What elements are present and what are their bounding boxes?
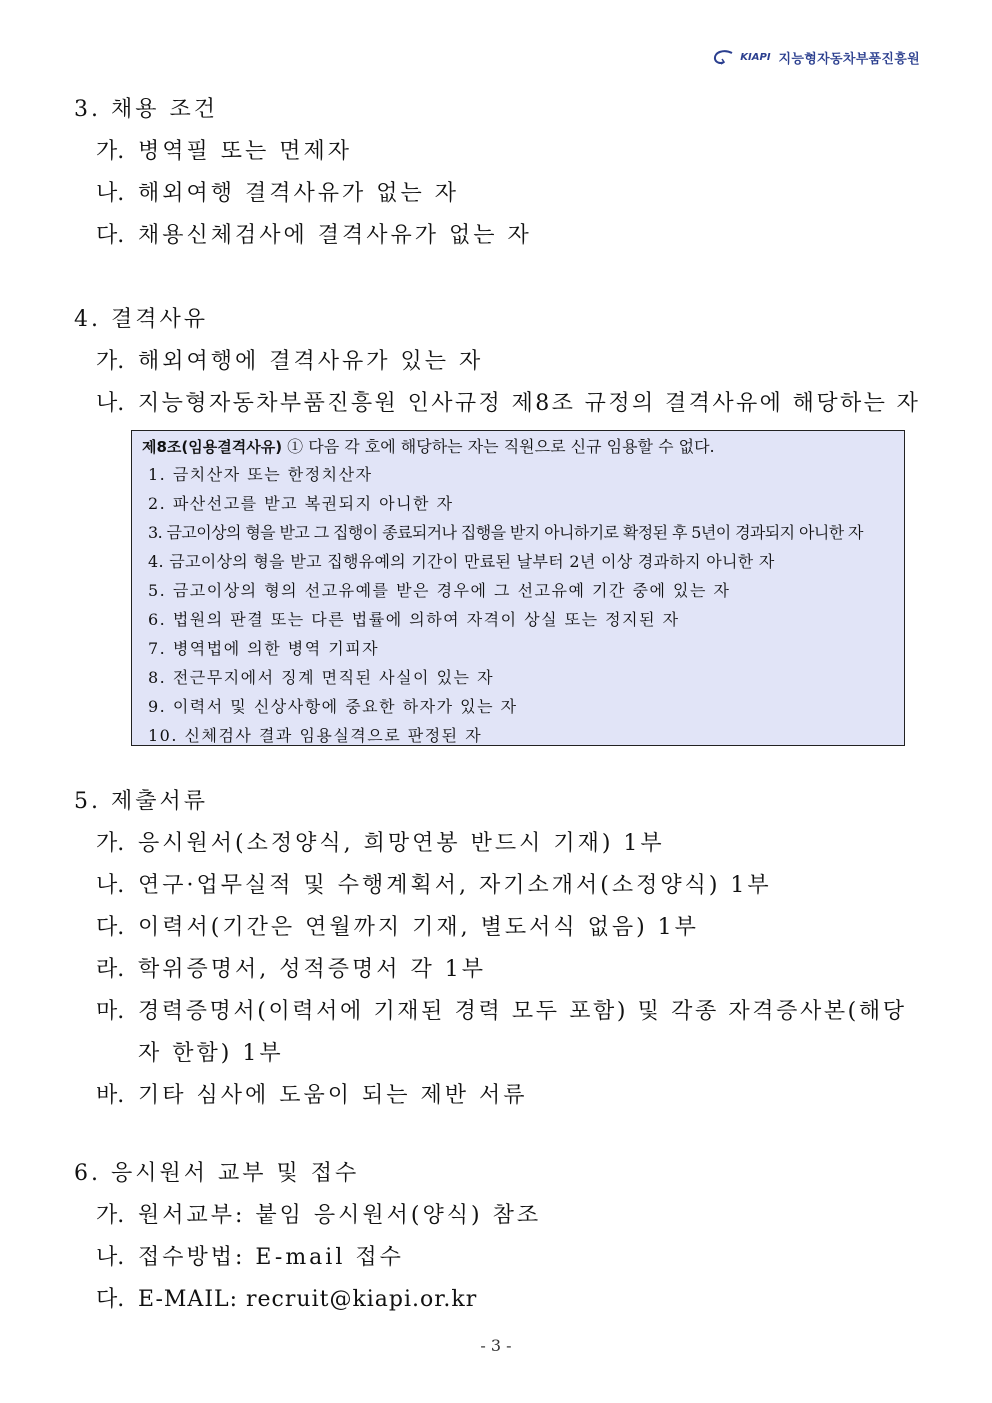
header-logo xyxy=(712,48,920,67)
section-4-title: 4. 결격사유 xyxy=(74,307,208,332)
regulation-item: 6. 법원의 판결 또는 다른 법률에 의하여 자격이 상실 또는 정지된 자 xyxy=(148,610,680,629)
list-item: 가. 병역필 또는 면제자 xyxy=(96,139,353,164)
regulation-item: 10. 신체검사 결과 임용실격으로 판정된 자 xyxy=(148,726,483,745)
page-number: - 3 - xyxy=(480,1336,512,1355)
list-item: 가. 원서교부: 붙임 응시원서(양식) 참조 xyxy=(96,1203,542,1228)
regulation-item: 8. 전근무지에서 징계 면직된 사실이 있는 자 xyxy=(148,668,495,687)
list-item: 바. 기타 심사에 도움이 되는 제반 서류 xyxy=(96,1083,528,1108)
regulation-heading: 제8조(임용결격사유) ① 다음 각 호에 해당하는 자는 직원으로 신규 임용할 수 없다. xyxy=(142,437,715,456)
regulation-item: 7. 병역법에 의한 병역 기피자 xyxy=(148,639,380,658)
regulation-item: 5. 금고이상의 형의 선고유예를 받은 경우에 그 선고유예 기간 중에 있는 자 xyxy=(148,581,731,600)
list-item: 가. 해외여행에 결격사유가 있는 자 xyxy=(96,349,484,374)
regulation-item: 2. 파산선고를 받고 복권되지 아니한 자 xyxy=(148,494,454,513)
regulation-item: 3. 금고이상의 형을 받고 그 집행이 종료되거나 집행을 받지 아니하기로 확정된 후 5년이 경과되지 아니한 자 xyxy=(148,523,863,542)
regulation-item: 1. 금치산자 또는 한정치산자 xyxy=(148,465,373,484)
list-item: 나. 해외여행 결격사유가 없는 자 xyxy=(96,181,460,206)
list-item: 나. 접수방법: E-mail 접수 xyxy=(96,1245,404,1270)
list-item: 다. 이력서(기간은 연월까지 기재, 별도서식 없음) 1부 xyxy=(96,915,699,940)
list-item: 다. E-MAIL: recruit@kiapi.or.kr xyxy=(96,1287,478,1312)
list-item: 나. 지능형자동차부품진흥원 인사규정 제8조 규정의 결격사유에 해당하는 자 xyxy=(96,391,921,416)
regulation-item: 9. 이력서 및 신상사항에 중요한 하자가 있는 자 xyxy=(148,697,518,716)
list-item: 나. 연구·업무실적 및 수행계획서, 자기소개서(소정양식) 1부 xyxy=(96,873,772,898)
regulation-box xyxy=(131,430,905,746)
list-item: 마. 경력증명서(이력서에 기재된 경력 모두 포함) 및 각종 자격증사본(해당 xyxy=(96,999,907,1024)
section-3-title: 3. 채용 조건 xyxy=(74,97,218,122)
org-name: 지능형자동차부품진흥원 xyxy=(778,52,920,67)
kiapi-logo-icon xyxy=(712,50,734,66)
section-6-title: 6. 응시원서 교부 및 접수 xyxy=(74,1161,360,1186)
list-item: 다. 채용신체검사에 결격사유가 없는 자 xyxy=(96,223,532,248)
list-item: 가. 응시원서(소정양식, 희망연봉 반드시 기재) 1부 xyxy=(96,831,665,856)
list-item-continuation: 자 한함) 1부 xyxy=(138,1041,284,1066)
logo-word: KIAPI xyxy=(740,52,771,63)
section-5-title: 5. 제출서류 xyxy=(74,789,208,814)
list-item: 라. 학위증명서, 성적증명서 각 1부 xyxy=(96,957,486,982)
regulation-item: 4. 금고이상의 형을 받고 집행유예의 기간이 만료된 날부터 2년 이상 경과하지 아니한 자 xyxy=(148,552,775,571)
email-link[interactable]: E-MAIL: recruit@kiapi.or.kr xyxy=(138,1287,478,1312)
